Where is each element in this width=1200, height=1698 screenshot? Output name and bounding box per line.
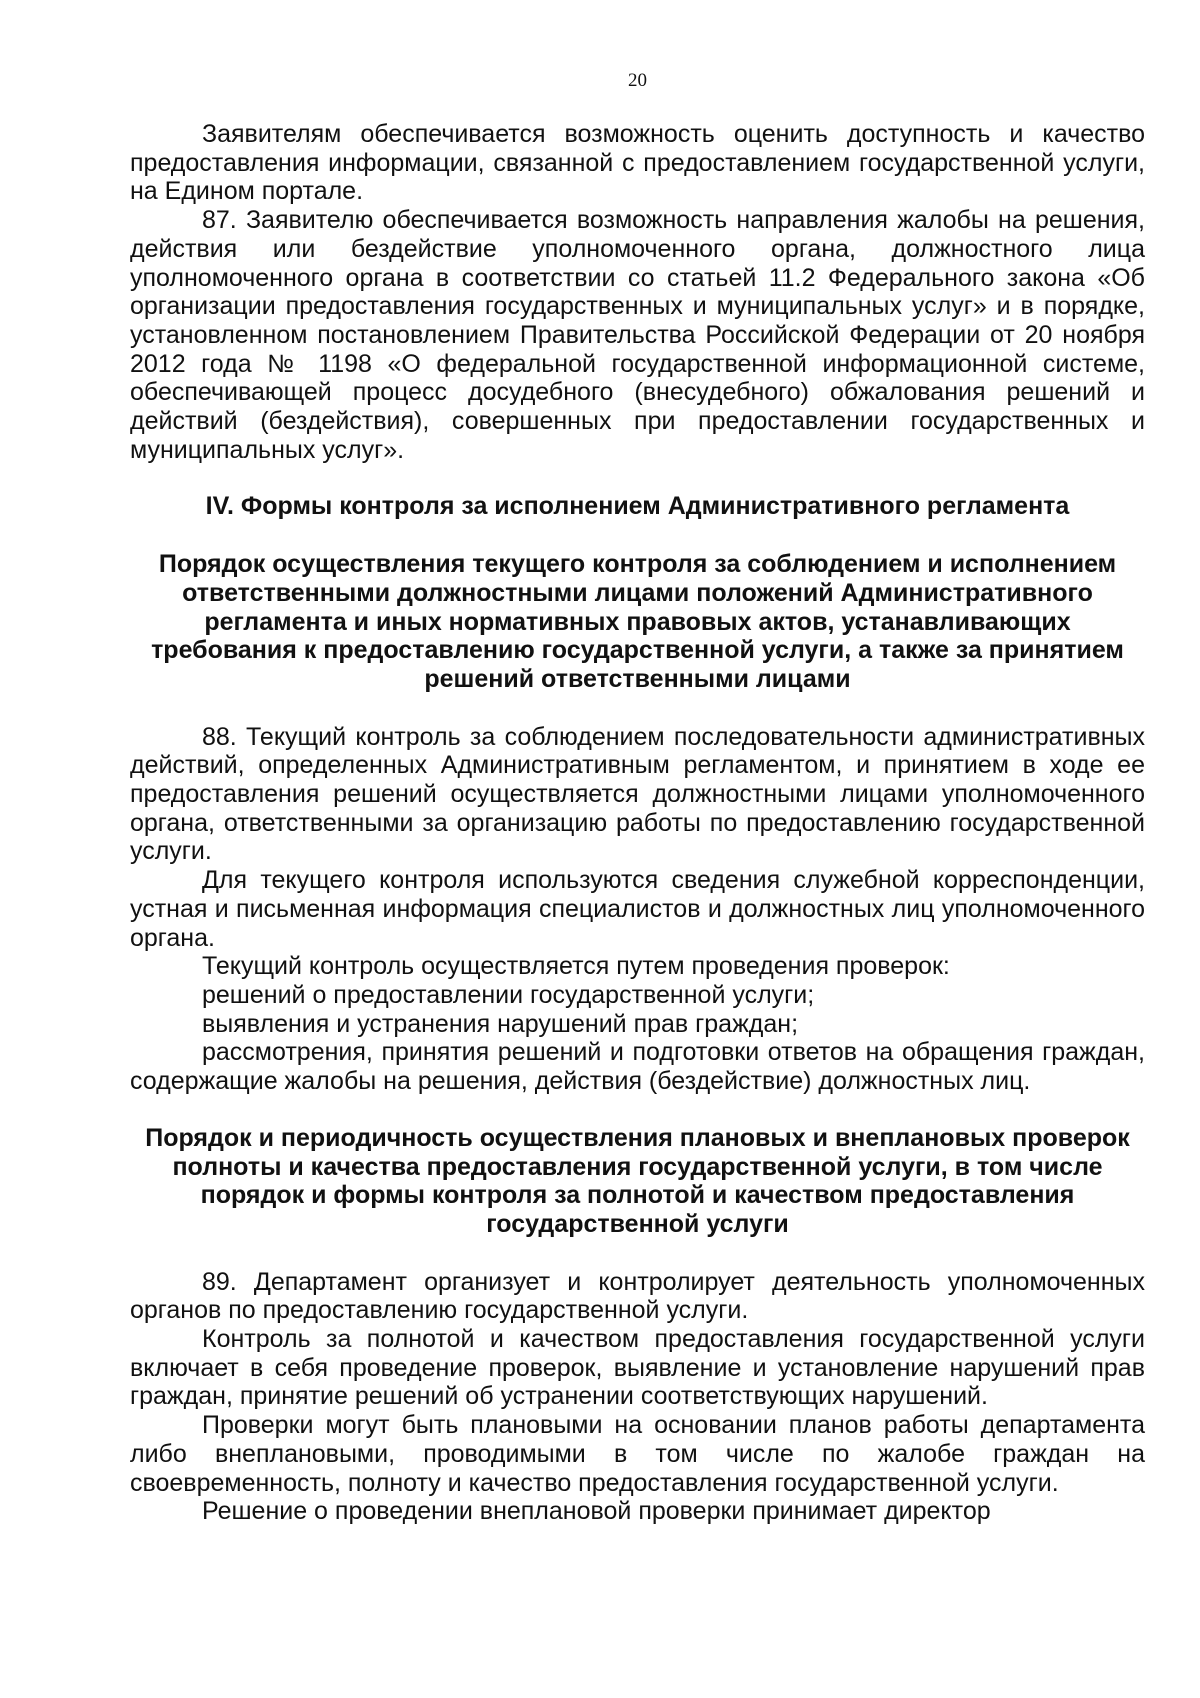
paragraph-control-sources: Для текущего контроля используются сведения служебной корреспонденции, устная и письменная информация специалистов и должностных лиц уполномоченного органа. — [130, 866, 1145, 952]
subheading-planned-inspections: Порядок и периодичность осуществления плановых и внеплановых проверок полноты и качества предоставления государственной услуги, в том числе порядок и формы контроля за полнотой и качеством предоставления государственной услуги — [145, 1123, 1130, 1238]
page-number: 20 — [628, 70, 647, 91]
paragraph-portal-rating: Заявителям обеспечивается возможность оценить доступность и качество предоставления информации, связанной с предоставлением государственной услуги, на Едином портале. — [130, 120, 1145, 206]
paragraph-inspection-violations: выявления и устранения нарушений прав граждан; — [202, 1009, 799, 1038]
paragraph-quality-control: Контроль за полнотой и качеством предоставления государственной услуги включает в себя проведение проверок, выявление и установление нарушений прав граждан, принятие решений об устранении соответствующих нарушений. — [130, 1325, 1145, 1411]
paragraph-88-current-control: 88. Текущий контроль за соблюдением последовательности административных действий, определенных Административным регламентом, и принятием в ходе ее предоставления решений осуществляется должностными лицами уполномоченного органа, ответственными за организацию работы по предоставлению государственной услуги. — [130, 722, 1145, 866]
paragraph-planned-unplanned: Проверки могут быть плановыми на основании планов работы департамента либо внеплановыми, проводимыми в том числе по жалобе граждан на своевременность, полноту и качество предоставления государственной услуги. — [130, 1411, 1145, 1497]
paragraph-89-department: 89. Департамент организует и контролирует деятельность уполномоченных органов по предоставлению государственной услуги. — [130, 1267, 1145, 1325]
section-heading-iv: IV. Формы контроля за исполнением Административного регламента — [205, 492, 1070, 521]
subheading-current-control: Порядок осуществления текущего контроля за соблюдением и исполнением ответственными должностными лицами положений Административного регламента и иных нормативных правовых актов, устанавливающих требования к предоставлению государственной услуги, а также за принятием решений ответственными лицами — [151, 550, 1124, 693]
paragraph-inspection-decisions: решений о предоставлении государственной услуги; — [202, 980, 815, 1009]
document-page — [130, 70, 1145, 1526]
paragraph-unplanned-decision: Решение о проведении внеплановой проверки принимает директор — [202, 1497, 991, 1526]
paragraph-87-complaint: 87. Заявителю обеспечивается возможность направления жалобы на решения, действия или бездействие уполномоченного органа, должностного лица уполномоченного органа в соответствии со статьей 11.2 Федерального закона «Об организации предоставления государственных и муниципальных услуг» и в порядке, установленном постановлением Правительства Российской Федерации от 20 ноября 2012 года № 1198 «О федеральной государственной информационной системе, обеспечивающей процесс досудебного (внесудебного) обжалования решений и действий (бездействия), совершенных при предоставлении государственных и муниципальных услуг». — [130, 206, 1145, 464]
paragraph-inspection-appeals: рассмотрения, принятия решений и подготовки ответов на обращения граждан, содержащие жалобы на решения, действия (бездействие) должностных лиц. — [130, 1038, 1145, 1096]
paragraph-inspections-intro: Текущий контроль осуществляется путем проведения проверок: — [202, 952, 950, 981]
